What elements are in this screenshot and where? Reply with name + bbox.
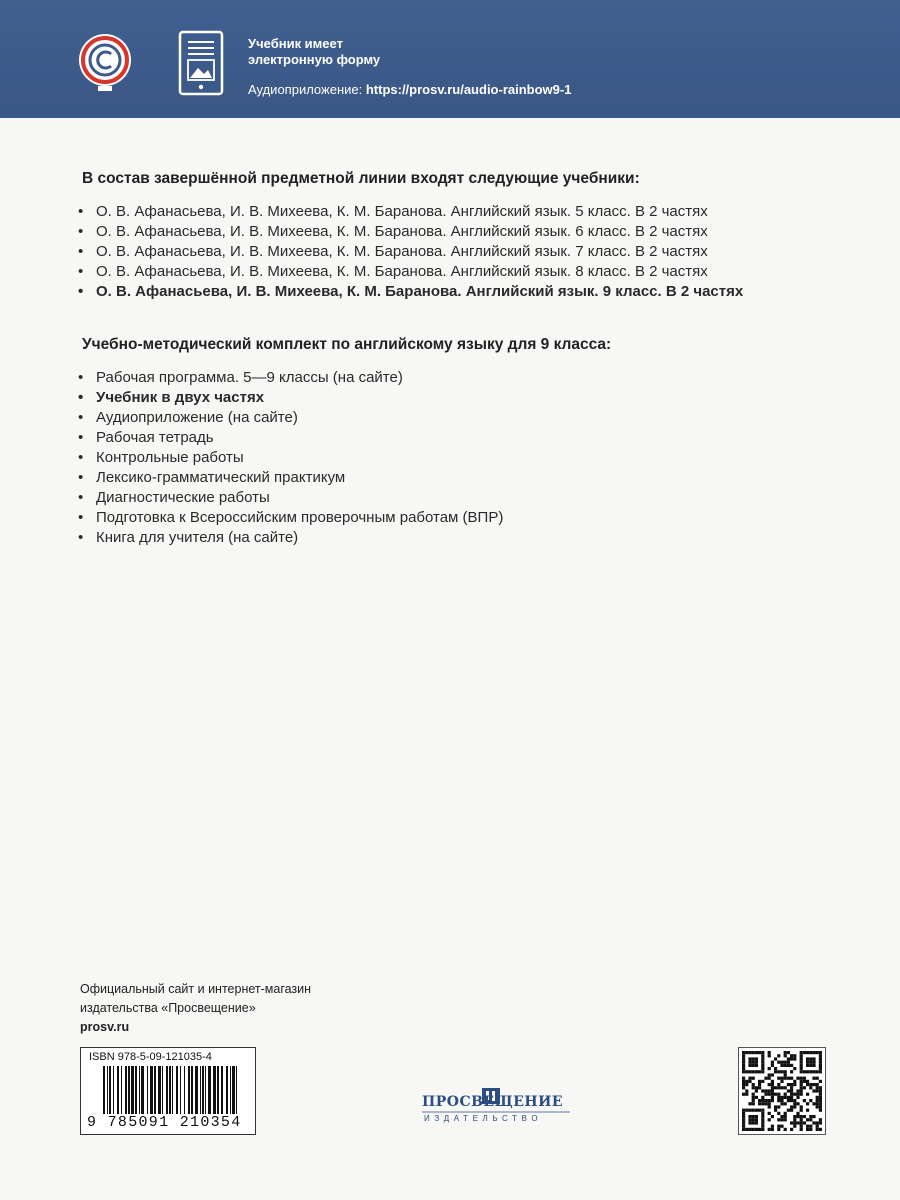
list-item: • Книга для учителя (на сайте) bbox=[78, 529, 299, 546]
list-item: • Учебник в двух частях bbox=[78, 389, 265, 406]
eform-line-2: электронную форму bbox=[248, 52, 381, 67]
footer-site-link[interactable]: prosv.ru bbox=[80, 1020, 130, 1034]
publisher-name: ПРОСВЕЩЕНИЕ bbox=[422, 1094, 563, 1110]
electronic-copyright-icon bbox=[76, 32, 134, 94]
series-list bbox=[78, 202, 743, 302]
list-item: • Диагностические работы bbox=[78, 489, 270, 506]
publisher-subtitle: ИЗДАТЕЛЬСТВО bbox=[424, 1114, 543, 1123]
isbn-barcode bbox=[80, 1047, 256, 1135]
barcode-digits: 9 785091 210354 bbox=[87, 1114, 242, 1131]
footer-line-2: издательства «Просвещение» bbox=[80, 1001, 256, 1015]
audio-app-line bbox=[248, 82, 571, 97]
series-heading: В состав завершённой предметной линии входят следующие учебники: bbox=[82, 170, 640, 187]
list-item: • О. В. Афанасьева, И. В. Михеева, К. М. Баранова. Английский язык. 7 класс. В 2 частях bbox=[78, 243, 708, 260]
qr-code[interactable] bbox=[738, 1047, 826, 1135]
list-item: • О. В. Афанасьева, И. В. Михеева, К. М. Баранова. Английский язык. 5 класс. В 2 частях bbox=[78, 203, 708, 220]
footer-info bbox=[80, 980, 311, 1037]
list-item: • Контрольные работы bbox=[78, 449, 244, 466]
kit-heading: Учебно-методический комплект по английскому языку для 9 класса: bbox=[82, 336, 612, 353]
list-item: • О. В. Афанасьева, И. В. Михеева, К. М. Баранова. Английский язык. 6 класс. В 2 частях bbox=[78, 223, 708, 240]
kit-list bbox=[78, 368, 503, 548]
audio-app-label: Аудиоприложение: bbox=[248, 82, 366, 97]
header-bar bbox=[0, 0, 900, 118]
list-item: • Аудиоприложение (на сайте) bbox=[78, 409, 298, 426]
list-item: • Рабочая тетрадь bbox=[78, 429, 214, 446]
list-item: • Лексико-грамматический практикум bbox=[78, 469, 346, 486]
isbn-label: ISBN 978-5-09-121035-4 bbox=[89, 1051, 212, 1063]
eform-line-1: Учебник имеет bbox=[248, 36, 343, 51]
list-item: • Рабочая программа. 5—9 классы (на сайте) bbox=[78, 369, 403, 386]
audio-app-link[interactable]: https://prosv.ru/audio-rainbow9-1 bbox=[365, 82, 572, 97]
footer-line-1: Официальный сайт и интернет-магазин bbox=[80, 982, 312, 996]
list-item: • Подготовка к Всероссийским проверочным работам (ВПР) bbox=[78, 509, 504, 526]
tablet-icon bbox=[178, 30, 224, 96]
list-item: • О. В. Афанасьева, И. В. Михеева, К. М. Баранова. Английский язык. 8 класс. В 2 частях bbox=[78, 263, 708, 280]
barcode-bars bbox=[101, 1066, 241, 1114]
qr-code-pattern bbox=[739, 1048, 825, 1134]
list-item: • О. В. Афанасьева, И. В. Михеева, К. М. Баранова. Английский язык. 9 класс. В 2 частях bbox=[78, 283, 744, 300]
